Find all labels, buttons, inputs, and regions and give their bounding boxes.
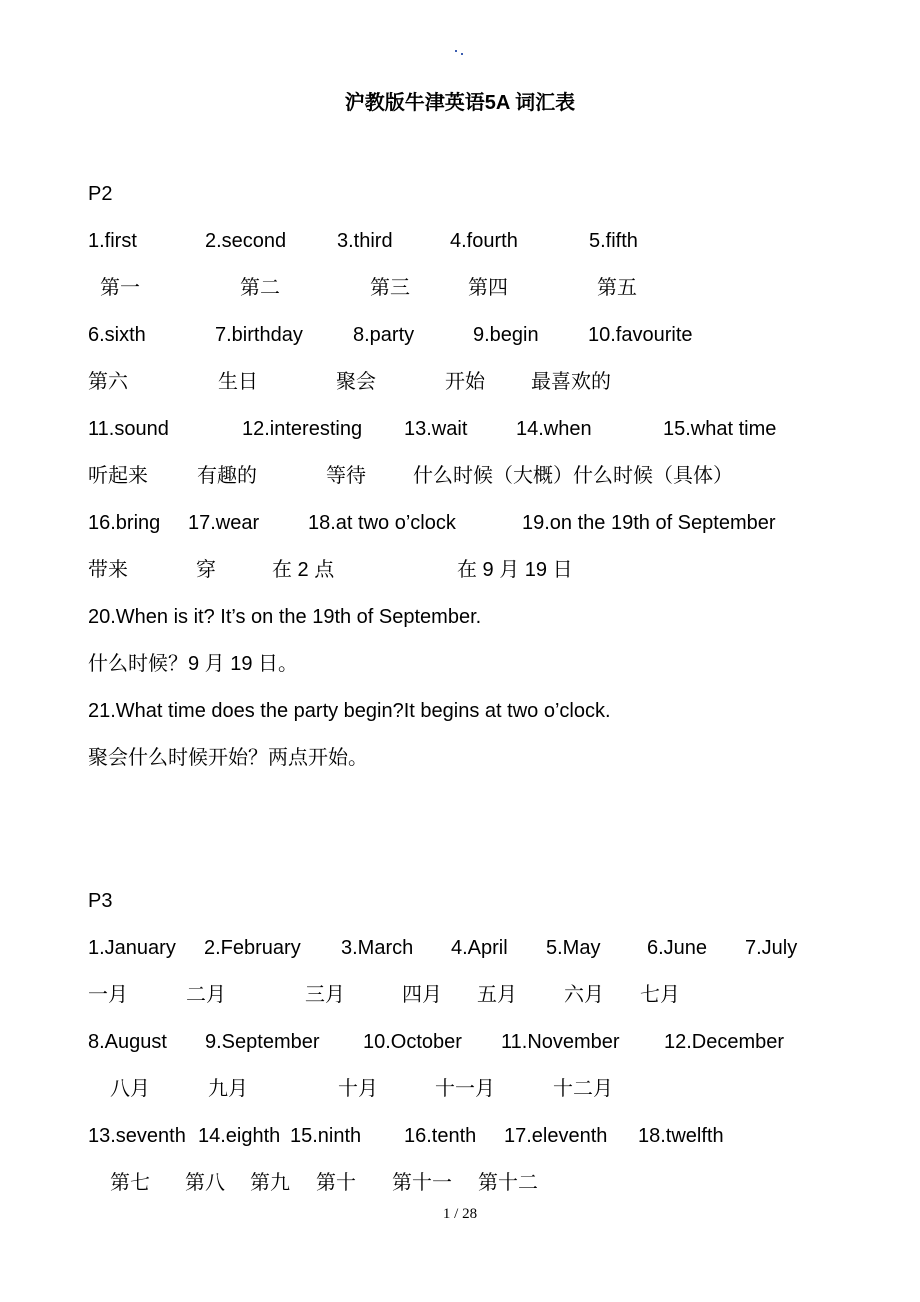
word: 17.wear	[188, 512, 260, 534]
meaning: 在 2 点	[272, 559, 335, 581]
word: 5.May	[546, 937, 601, 959]
word: 11.November	[501, 1031, 620, 1053]
meaning: 第四	[468, 277, 508, 299]
meaning: 最喜欢的	[531, 371, 611, 393]
meaning: 有趣的	[197, 465, 257, 487]
page-number: 1 / 28	[442, 1206, 478, 1222]
word: 5.fifth	[589, 230, 638, 252]
word: 14.when	[516, 418, 592, 440]
word: 6.sixth	[88, 324, 146, 346]
word: 12.December	[664, 1031, 785, 1053]
word: 18.at two o’clock	[308, 512, 456, 534]
meaning: 一月	[88, 984, 128, 1006]
word: 15.what time	[663, 418, 777, 440]
meaning: 四月	[402, 984, 442, 1006]
word: 7.birthday	[215, 324, 303, 346]
word: 16.bring	[88, 512, 161, 534]
sentence: 21.What time does the party begin?It begins at two o’clock.	[88, 700, 611, 722]
word: 15.ninth	[290, 1125, 362, 1147]
meaning: 穿	[196, 559, 216, 581]
meaning: 第十一	[392, 1172, 452, 1194]
word: 10.favourite	[588, 324, 693, 346]
sentence-meaning: 什么时候？9 月 19 日。	[88, 653, 299, 675]
meaning: 第十二	[478, 1172, 538, 1194]
meaning: 八月	[110, 1078, 150, 1100]
word: 1.first	[88, 230, 137, 252]
section-label-p2: P2	[88, 183, 113, 205]
word: 17.eleventh	[504, 1125, 608, 1147]
meaning: 九月	[208, 1078, 248, 1100]
word: 1.January	[88, 937, 176, 959]
word: 4.fourth	[450, 230, 518, 252]
word: 13.seventh	[88, 1125, 186, 1147]
meaning: 第五	[597, 277, 637, 299]
meaning: 在 9 月 19 日	[457, 559, 573, 581]
word: 16.tenth	[404, 1125, 477, 1147]
meaning: 第七	[110, 1172, 150, 1194]
meaning: 带来	[88, 559, 128, 581]
word: 11.sound	[88, 418, 169, 440]
meaning: 聚会	[336, 371, 376, 393]
meaning: 五月	[477, 984, 517, 1006]
word: 2.February	[204, 937, 301, 959]
header-mark	[455, 50, 465, 56]
meaning: 十月	[338, 1078, 378, 1100]
page-title: 沪教版牛津英语5A 词汇表	[344, 92, 576, 114]
meaning: 什么时候（大概）什么时候（具体）	[413, 465, 733, 487]
sentence: 20.When is it? It’s on the 19th of September.	[88, 606, 482, 628]
meaning: 等待	[326, 465, 366, 487]
meaning: 第九	[250, 1172, 290, 1194]
meaning: 听起来	[88, 465, 148, 487]
word: 4.April	[451, 937, 508, 959]
word: 3.third	[337, 230, 393, 252]
word: 12.interesting	[242, 418, 363, 440]
meaning: 第十	[316, 1172, 356, 1194]
word: 9.begin	[473, 324, 539, 346]
section-label-p3: P3	[88, 890, 113, 912]
sentence-meaning: 聚会什么时候开始？两点开始。	[88, 747, 368, 769]
meaning: 第一	[100, 277, 140, 299]
word: 8.party	[353, 324, 415, 346]
meaning: 第八	[185, 1172, 225, 1194]
meaning: 十二月	[553, 1078, 613, 1100]
meaning: 生日	[218, 371, 258, 393]
meaning: 第二	[240, 277, 280, 299]
word: 19.on the 19th of September	[522, 512, 776, 534]
word: 8.August	[88, 1031, 167, 1053]
meaning: 十一月	[435, 1078, 495, 1100]
word: 10.October	[363, 1031, 462, 1053]
meaning: 七月	[640, 984, 680, 1006]
word: 14.eighth	[198, 1125, 281, 1147]
meaning: 第六	[88, 371, 128, 393]
meaning: 二月	[186, 984, 226, 1006]
word: 9.September	[205, 1031, 320, 1053]
word: 2.second	[205, 230, 287, 252]
word: 18.twelfth	[638, 1125, 724, 1147]
meaning: 三月	[305, 984, 345, 1006]
word: 3.March	[341, 937, 414, 959]
meaning: 六月	[564, 984, 604, 1006]
word: 6.June	[647, 937, 708, 959]
word: 7.July	[745, 937, 798, 959]
meaning: 第三	[370, 277, 410, 299]
word: 13.wait	[404, 418, 468, 440]
meaning: 开始	[445, 371, 485, 393]
